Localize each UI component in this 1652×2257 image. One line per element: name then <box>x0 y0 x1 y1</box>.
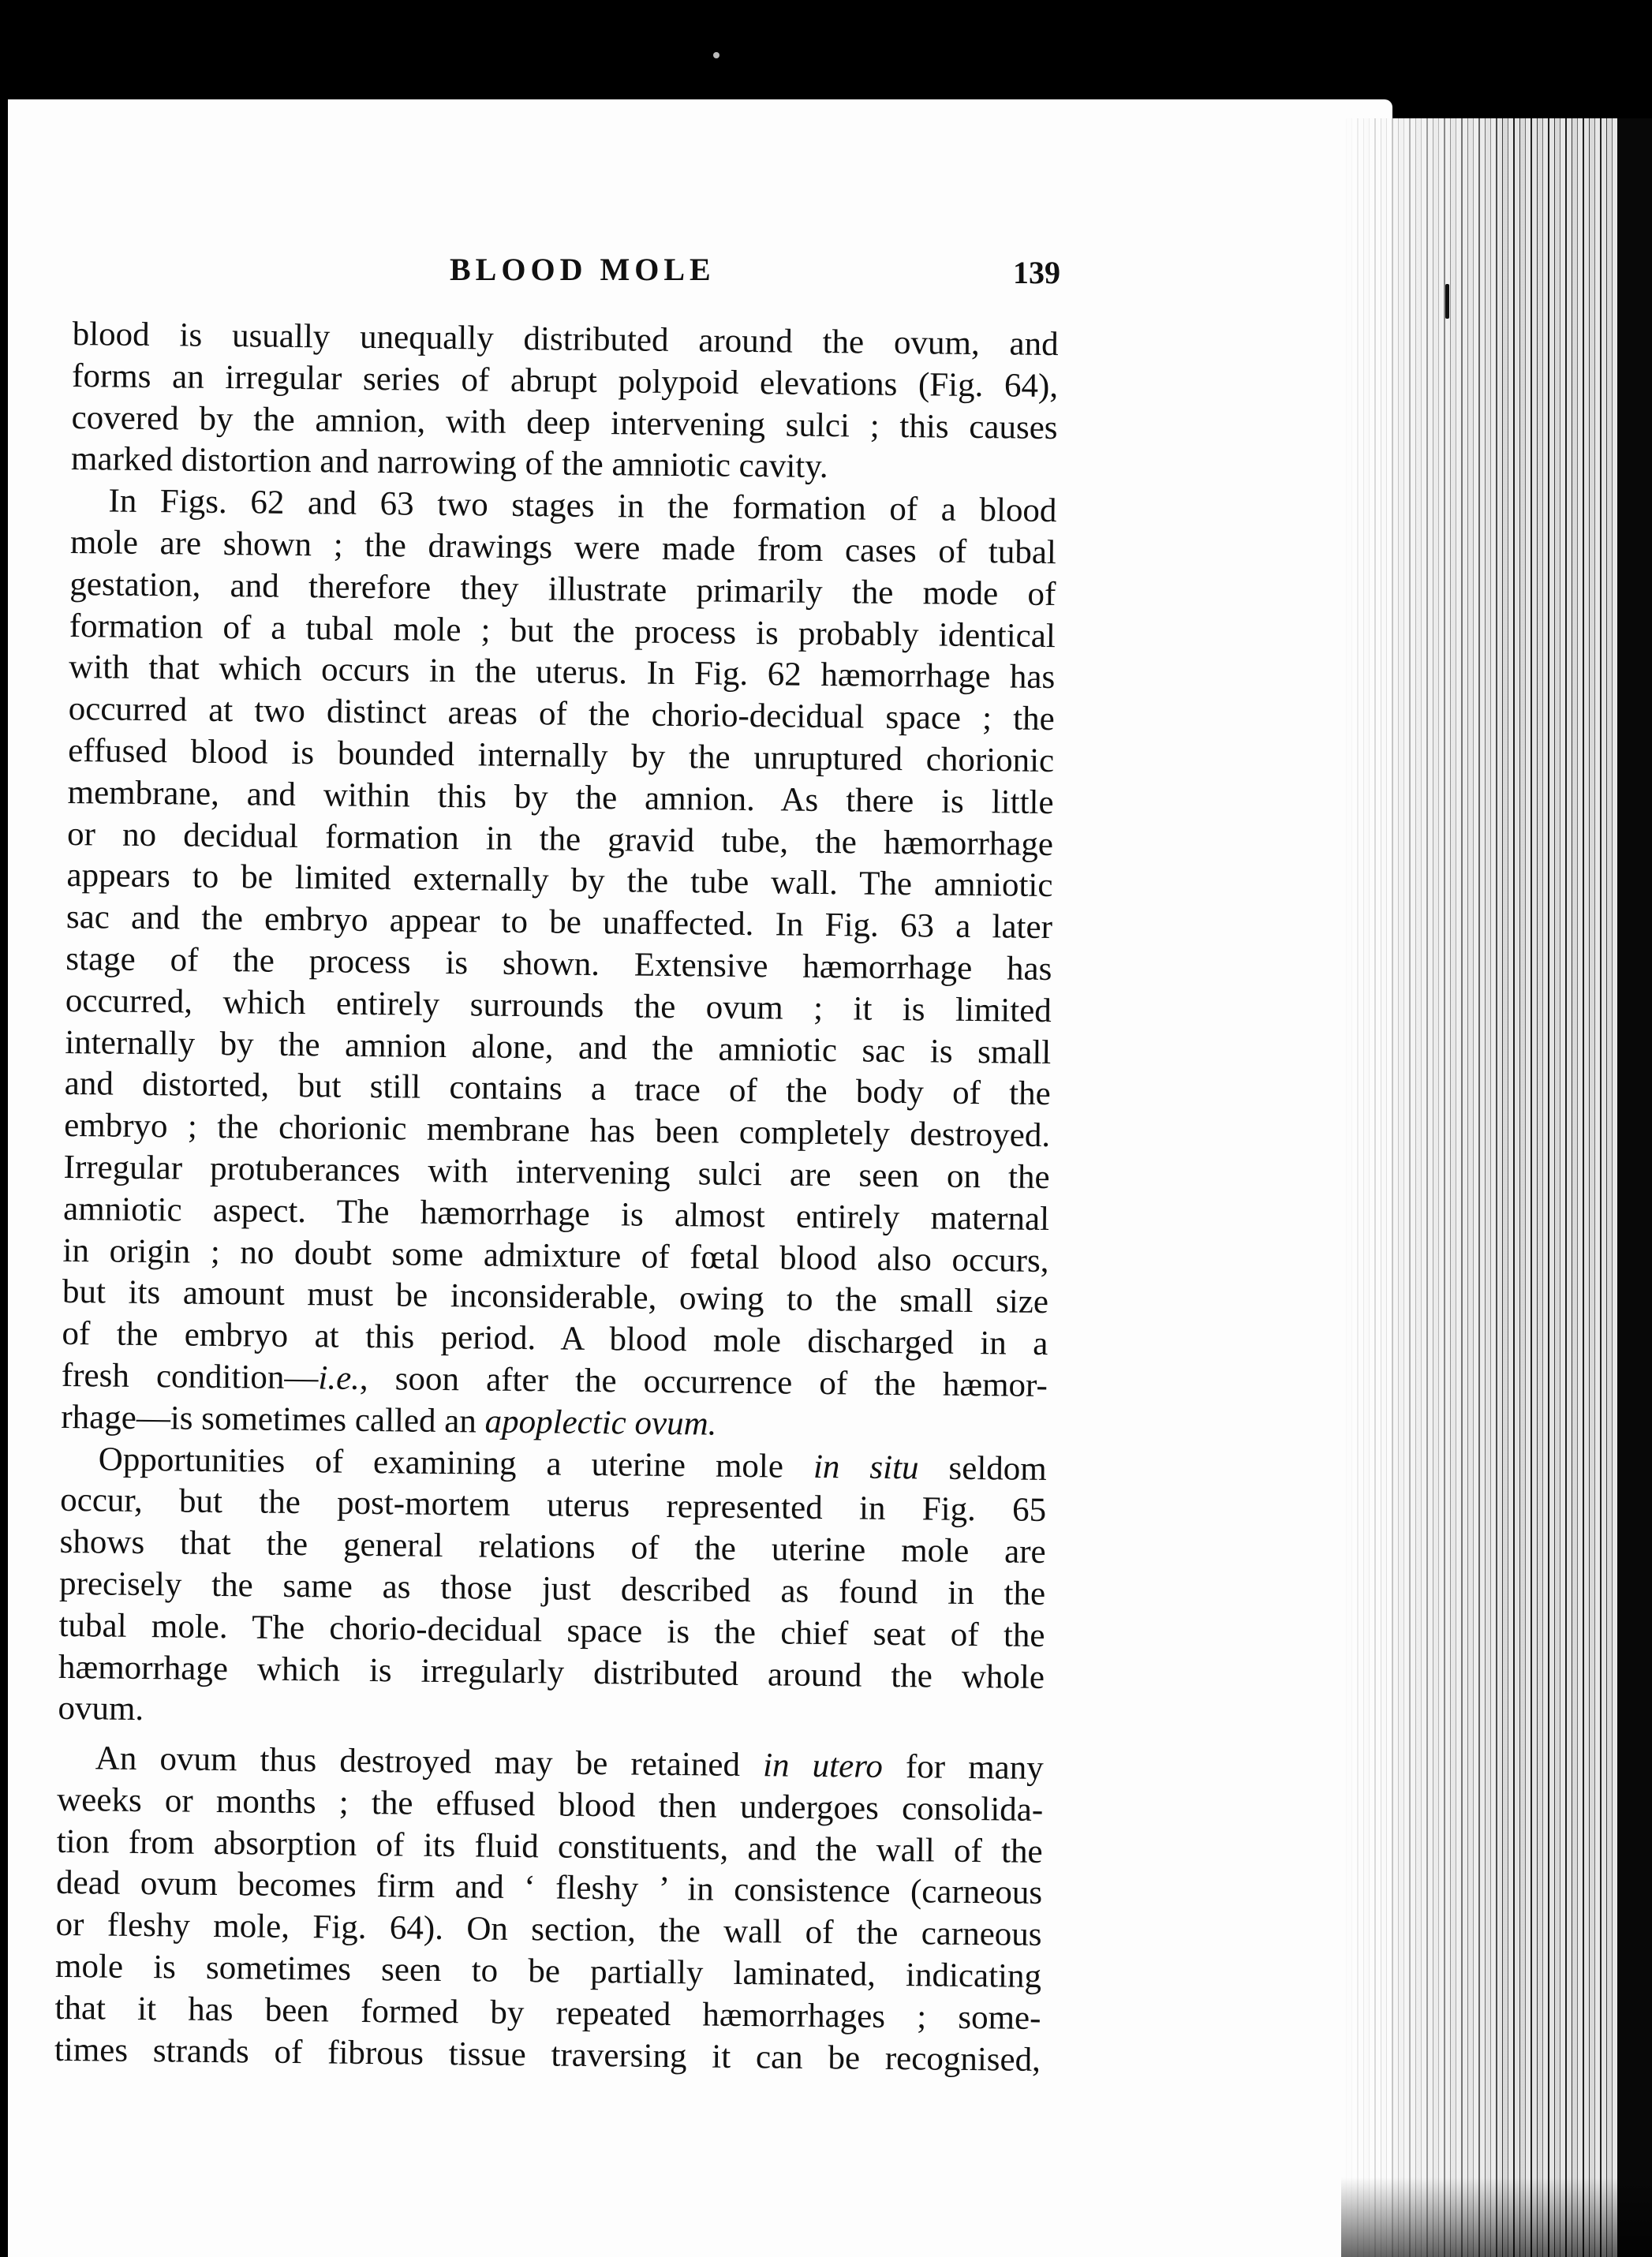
text-run: , soon after the occurrence of the hæmor- <box>359 1359 1048 1404</box>
text-run: Opportunities of examining a uterine mole <box>98 1440 814 1485</box>
text-run: fresh condition— <box>61 1356 319 1397</box>
text-line: occurred, which entirely surrounds the ovum ; it is limited <box>65 981 1052 1029</box>
text-line: blood is usually unequally distributed around the ovum, and <box>72 315 1059 364</box>
text-line: or no decidual formation in the gravid tube, the hæmorrhage <box>66 815 1054 863</box>
scan-border-right <box>1617 118 1652 2257</box>
text-line: shows that the general relations of the uterine mole are <box>59 1523 1046 1571</box>
text-line: precisely the same as those just described as found in the <box>58 1564 1046 1612</box>
text-line: tion from absorption of its fluid constituents, and the wall of the <box>56 1822 1043 1870</box>
text-line: dead ovum becomes firm and ‘ fleshy ’ in consistence (carneous <box>55 1864 1043 1912</box>
text-line: forms an irregular series of abrupt polypoid elevations (Fig. 64), <box>71 357 1059 405</box>
text-line: internally by the amnion alone, and the amniotic sac is small <box>65 1023 1052 1071</box>
text-line: marked distortion and narrowing of the amniotic cavity. <box>70 440 828 486</box>
text-run: seldom <box>918 1448 1047 1488</box>
dust-speck <box>713 52 719 58</box>
text-line: occur, but the post-mortem uterus represented in Fig. 65 <box>60 1482 1047 1530</box>
page-shadow <box>1341 2177 1652 2257</box>
running-header: BLOOD MOLE <box>450 252 716 287</box>
text-line: covered by the amnion, with deep intervening sulci ; this causes <box>71 398 1058 447</box>
body-text <box>54 314 1059 2081</box>
text-line: Irregular protuberances with intervening sulci are seen on the <box>63 1148 1050 1196</box>
scan-background <box>0 0 1652 103</box>
margin-mark <box>1445 284 1449 319</box>
text-run: for many <box>882 1747 1045 1788</box>
text-line: hæmorrhage which is irregularly distributed around the whole <box>58 1648 1045 1696</box>
text-line: in origin ; no doubt some admixture of fœtal blood also occurs, <box>62 1231 1049 1280</box>
text-line: gestation, and therefore they illustrate primarily the mode of <box>69 565 1056 613</box>
text-run: An ovum thus destroyed may be retained <box>95 1739 764 1784</box>
text-line: mole is sometimes seen to be partially laminated, indicating <box>54 1947 1042 1996</box>
text-line: stage of the process is shown. Extensive hæmorrhage has <box>65 940 1052 988</box>
text-line: appears to be limited externally by the tube wall. The amniotic <box>66 857 1053 905</box>
italic-text: apoplectic ovum. <box>484 1403 717 1443</box>
text-line: membrane, and within this by the amnion. As there is little <box>67 773 1054 821</box>
text-line: and distorted, but still contains a trace of the body of the <box>64 1065 1051 1113</box>
text-line: formation of a tubal mole ; but the process is probably identical <box>69 607 1056 655</box>
text-line: with that which occurs in the uterus. In Fig. 62 hæmorrhage has <box>69 648 1056 697</box>
text-line: that it has been formed by repeated hæmorrhages ; some- <box>54 1989 1041 2037</box>
text-line: ovum. <box>58 1690 144 1728</box>
text-line: but its amount must be inconsiderable, owing to the small size <box>62 1273 1049 1321</box>
text-line: of the embryo at this period. A blood mole discharged in a <box>62 1315 1048 1363</box>
italic-text: in situ <box>813 1448 919 1486</box>
text-run: rhage—is sometimes called an <box>61 1398 485 1441</box>
text-line: effused blood is bounded internally by the unruptured chorionic <box>67 731 1055 780</box>
text-line: times strands of fibrous tissue traversing it can be recognised, <box>54 2031 1041 2079</box>
text-line: embryo ; the chorionic membrane has been completely destroyed. <box>63 1107 1051 1155</box>
text-line: sac and the embryo appear to be unaffected. In Fig. 63 a later <box>65 899 1053 947</box>
text-line: In Figs. 62 and 63 two stages in the formation of a blood <box>108 482 1057 530</box>
text-line: mole are shown ; the drawings were made from cases of tubal <box>69 523 1057 572</box>
text-line: amniotic aspect. The hæmorrhage is almost entirely maternal <box>62 1190 1050 1238</box>
text-line: tubal mole. The chorio-decidual space is the chief seat of the <box>58 1606 1045 1654</box>
text-line: weeks or months ; the effused blood then undergoes consolida- <box>57 1781 1044 1829</box>
text-line: or fleshy mole, Fig. 64). On section, the wall of the carneous <box>55 1906 1042 1954</box>
page-edge-shading <box>1341 118 1499 2257</box>
text-line: occurred at two distinct areas of the chorio-decidual space ; the <box>68 690 1055 738</box>
italic-text: i.e. <box>318 1359 361 1397</box>
italic-text: in utero <box>762 1747 884 1785</box>
page-number: 139 <box>1013 255 1060 290</box>
